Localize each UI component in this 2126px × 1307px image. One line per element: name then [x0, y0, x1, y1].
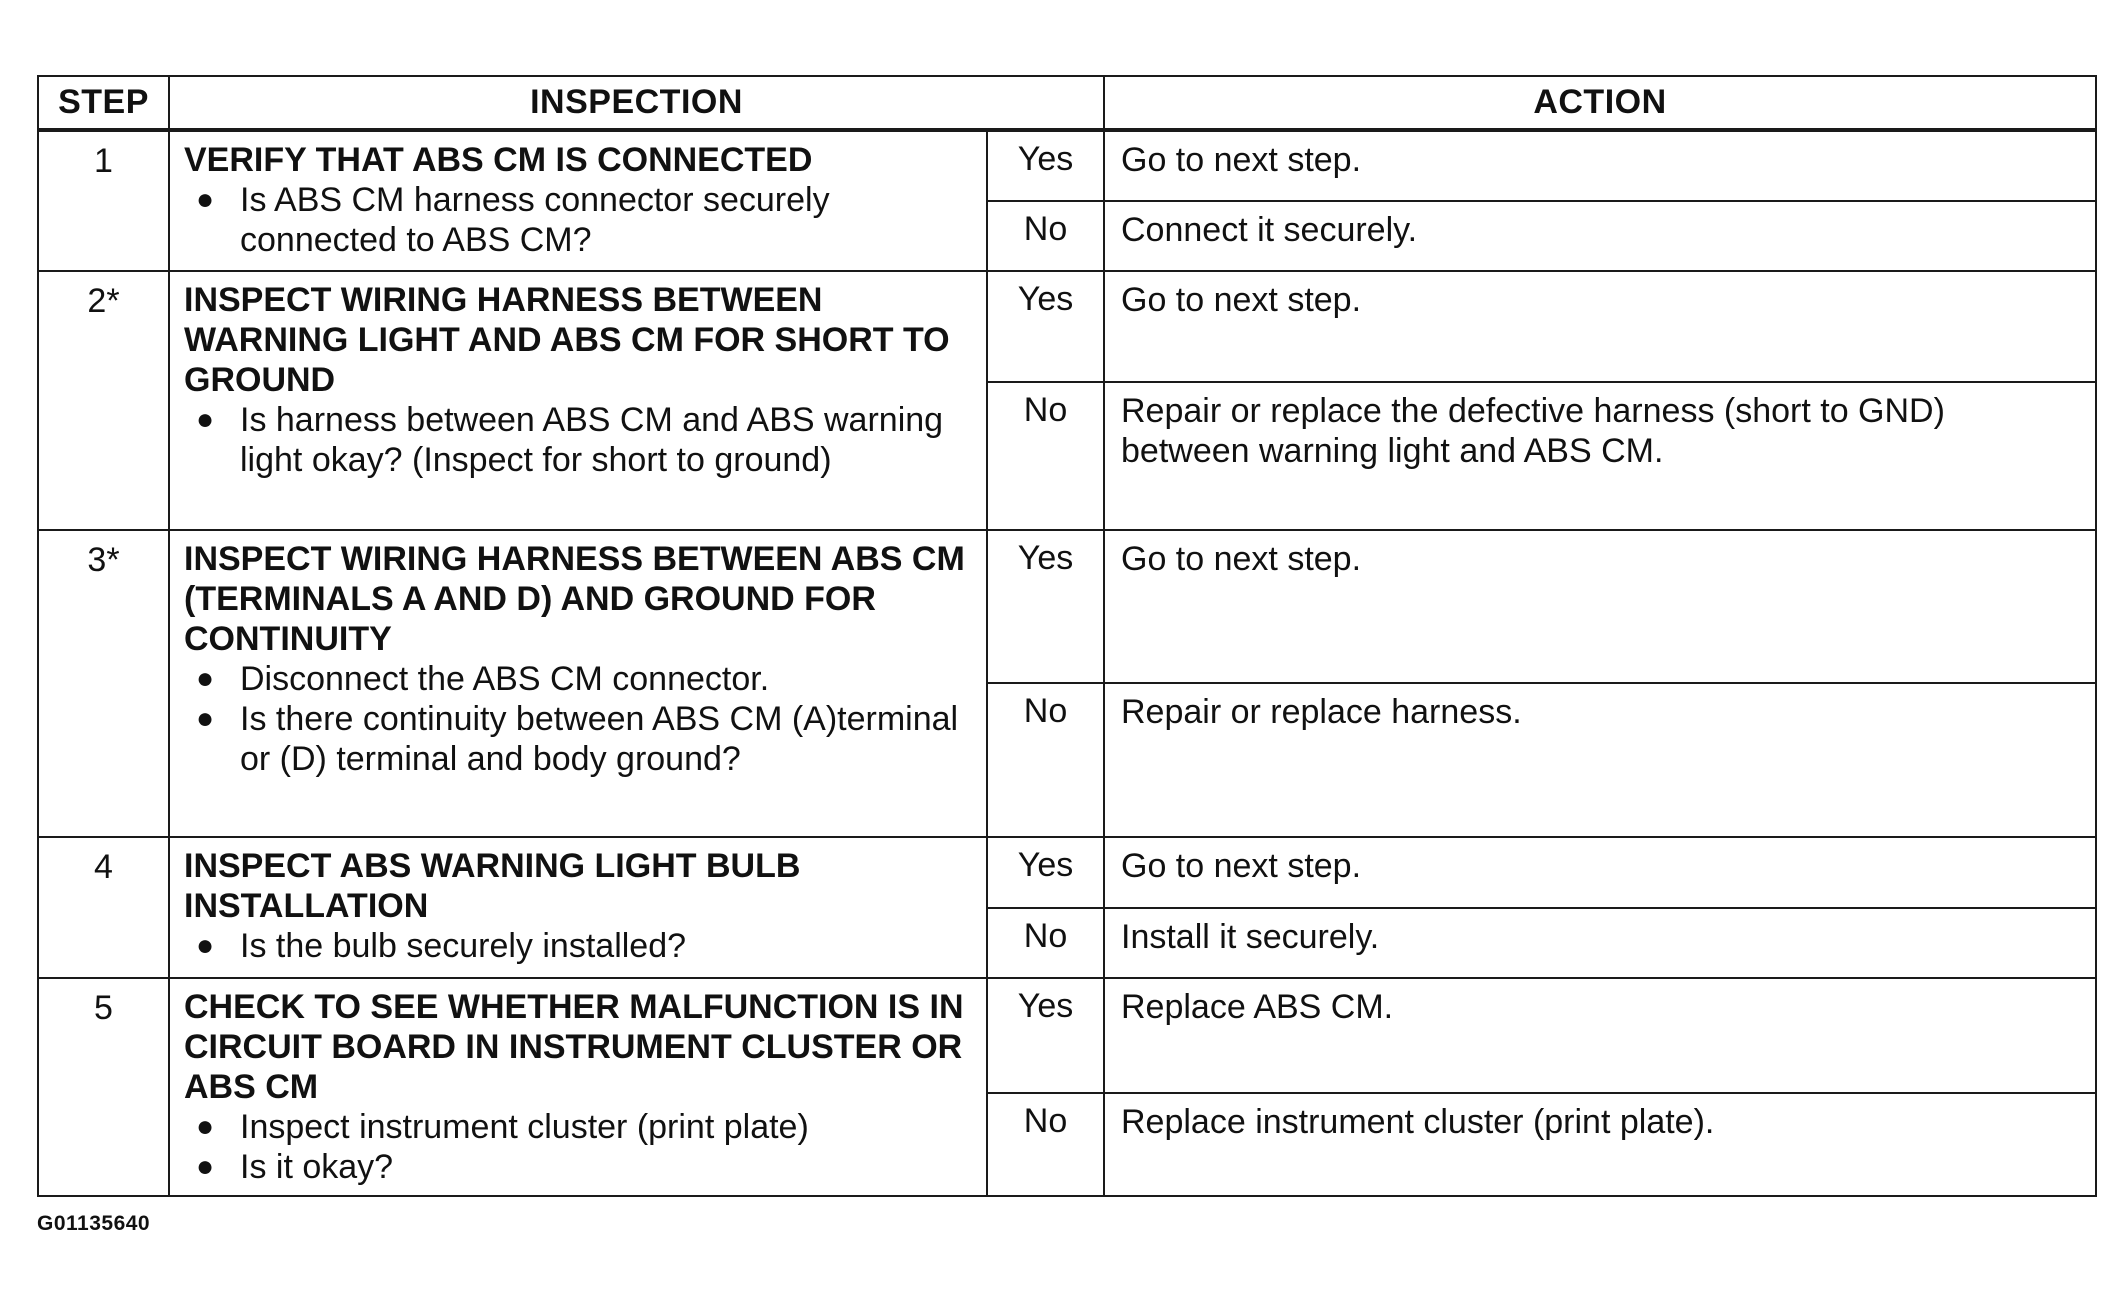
- no-label: No: [987, 201, 1104, 271]
- inspection-item-text: Disconnect the ABS CM connector.: [240, 660, 770, 698]
- no-action: Repair or replace the defective harness (short to GND) between warning light and ABS CM.: [1104, 382, 2096, 530]
- yes-label: Yes: [987, 130, 1104, 201]
- no-label: No: [987, 1093, 1104, 1196]
- bullet-icon: ●: [196, 929, 215, 962]
- inspection-title: INSPECT WIRING HARNESS BETWEEN WARNING LIGHT AND ABS CM FOR SHORT TO GROUND: [184, 281, 950, 399]
- bullet-icon: ●: [196, 702, 215, 735]
- yes-label: Yes: [987, 271, 1104, 382]
- table-row: [38, 837, 2096, 908]
- inspection-items: [184, 659, 972, 779]
- inspection-item: [184, 1107, 972, 1147]
- yes-label: Yes: [987, 530, 1104, 683]
- step-number: 1: [38, 130, 169, 271]
- inspection-items: [184, 926, 972, 966]
- header-action: ACTION: [1104, 76, 2096, 130]
- inspection-item-text: Is it okay?: [240, 1148, 394, 1186]
- diagnostic-table: [37, 75, 2097, 1197]
- inspection-item-text: Is harness between ABS CM and ABS warning light okay? (Inspect for short to ground): [240, 401, 944, 479]
- inspection-item-text: Is there continuity between ABS CM (A)terminal or (D) terminal and body ground?: [240, 700, 959, 778]
- table-row: [38, 271, 2096, 382]
- figure-id: G01135640: [37, 1212, 151, 1235]
- yes-action: Replace ABS CM.: [1104, 978, 2096, 1093]
- inspection-cell: [169, 271, 987, 530]
- inspection-item: [184, 659, 972, 699]
- step-number: 2*: [38, 271, 169, 530]
- no-action: Replace instrument cluster (print plate).: [1104, 1093, 2096, 1196]
- bullet-icon: ●: [196, 403, 215, 436]
- bullet-icon: ●: [196, 1150, 215, 1183]
- header-step: STEP: [38, 76, 169, 130]
- inspection-item: [184, 180, 972, 260]
- inspection-cell: [169, 978, 987, 1196]
- table-row: [38, 530, 2096, 683]
- table-row: [38, 130, 2096, 201]
- table-row: [38, 978, 2096, 1093]
- step-number: 5: [38, 978, 169, 1196]
- inspection-items: [184, 400, 972, 480]
- step-number: 4: [38, 837, 169, 978]
- inspection-cell: [169, 530, 987, 837]
- inspection-item-text: Is ABS CM harness connector securely connected to ABS CM?: [240, 181, 830, 259]
- yes-action: Go to next step.: [1104, 837, 2096, 908]
- yes-action: Go to next step.: [1104, 530, 2096, 683]
- inspection-item: [184, 699, 972, 779]
- inspection-item-text: Is the bulb securely installed?: [240, 927, 687, 965]
- bullet-icon: ●: [196, 662, 215, 695]
- yes-label: Yes: [987, 837, 1104, 908]
- inspection-cell: [169, 837, 987, 978]
- inspection-title: VERIFY THAT ABS CM IS CONNECTED: [184, 141, 813, 179]
- inspection-item: [184, 926, 972, 966]
- inspection-item: [184, 400, 972, 480]
- inspection-item: [184, 1147, 972, 1187]
- inspection-cell: [169, 130, 987, 271]
- yes-action: Go to next step.: [1104, 271, 2096, 382]
- yes-action: Go to next step.: [1104, 130, 2096, 201]
- no-action: Connect it securely.: [1104, 201, 2096, 271]
- bullet-icon: ●: [196, 183, 215, 216]
- inspection-items: [184, 180, 972, 260]
- no-label: No: [987, 382, 1104, 530]
- no-action: Install it securely.: [1104, 908, 2096, 978]
- inspection-title: INSPECT WIRING HARNESS BETWEEN ABS CM (TERMINALS A AND D) AND GROUND FOR CONTINUITY: [184, 540, 965, 658]
- yes-label: Yes: [987, 978, 1104, 1093]
- inspection-title: CHECK TO SEE WHETHER MALFUNCTION IS IN CIRCUIT BOARD IN INSTRUMENT CLUSTER OR ABS CM: [184, 988, 964, 1106]
- inspection-title: INSPECT ABS WARNING LIGHT BULB INSTALLATION: [184, 847, 801, 925]
- header-row: [38, 76, 2096, 130]
- header-inspection: INSPECTION: [169, 76, 1104, 130]
- no-label: No: [987, 683, 1104, 837]
- inspection-items: [184, 1107, 972, 1187]
- step-number: 3*: [38, 530, 169, 837]
- inspection-item-text: Inspect instrument cluster (print plate): [240, 1108, 809, 1146]
- bullet-icon: ●: [196, 1110, 215, 1143]
- no-action: Repair or replace harness.: [1104, 683, 2096, 837]
- no-label: No: [987, 908, 1104, 978]
